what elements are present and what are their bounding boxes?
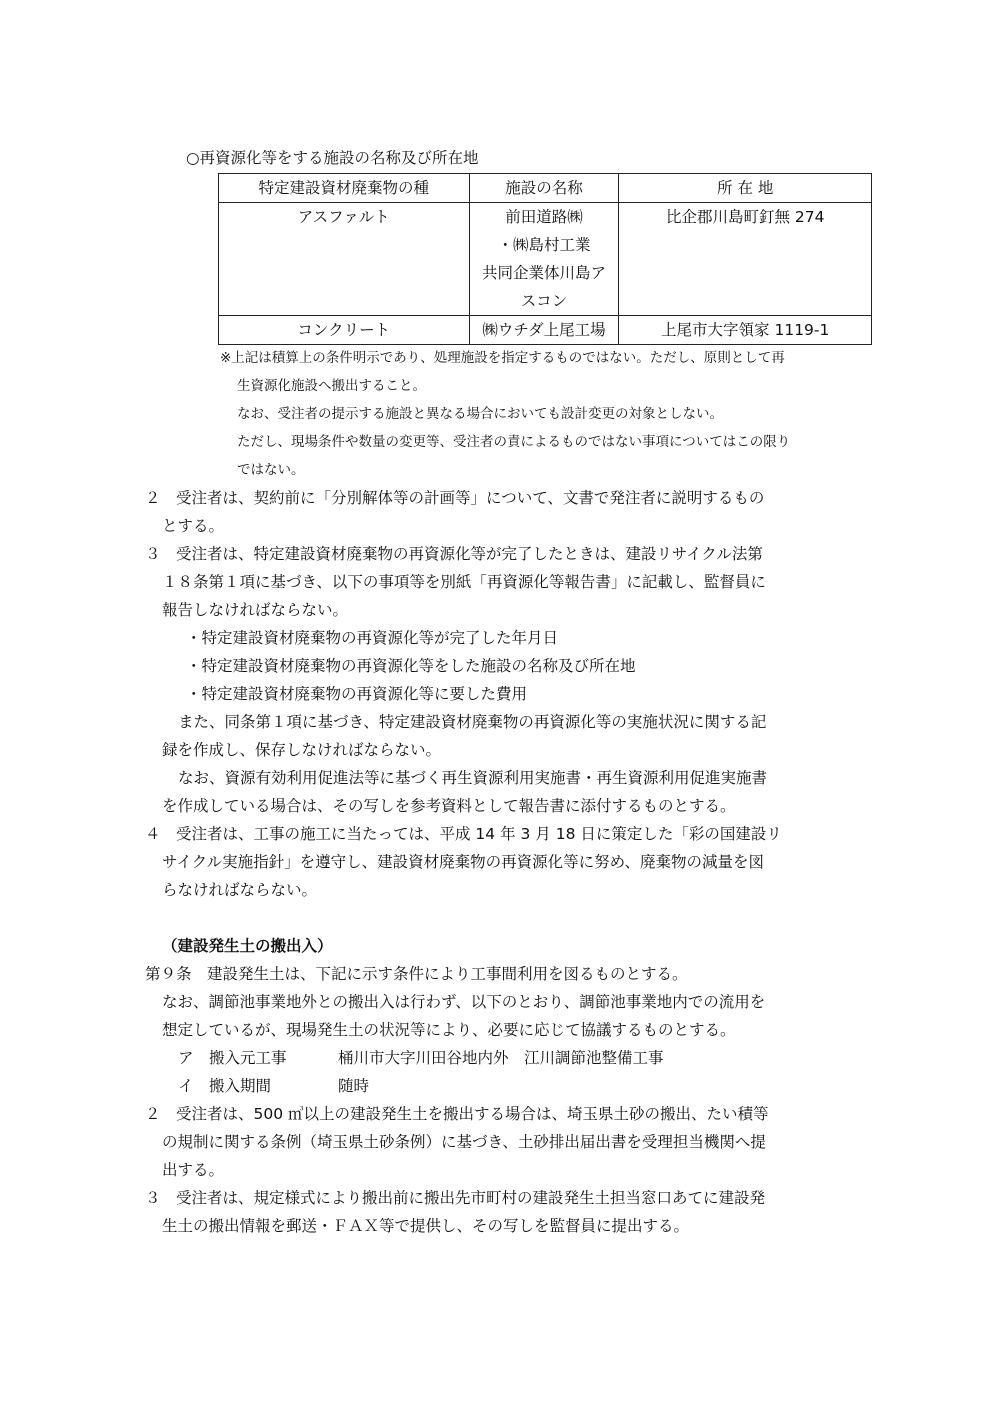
article-9-note-line: 想定しているが、現場発生土の状況等により、必要に応じて協議するものとする。: [162, 1021, 736, 1039]
paragraph-3-note-line: を作成している場合は、その写しを参考資料として報告書に添付するものとする。: [162, 797, 736, 815]
note-line: ※上記は積算上の条件明示であり、処理施設を指定するものではない。ただし、原則として再: [220, 350, 785, 366]
note-line: ただし、現場条件や数量の変更等、受注者の責によるものではない事項についてはこの限り: [237, 434, 791, 450]
facility-line: 共同企業体川島ア: [481, 264, 606, 282]
paragraph-3-also-line: 録を作成し、保存しなければならない。: [162, 741, 442, 759]
cell-facility: [469, 203, 619, 316]
paragraph-3-line: １８条第１項に基づき、以下の事項等を別紙「再資源化等報告書」に記載し、監督員に: [162, 573, 766, 591]
table-header-row: [219, 174, 872, 203]
facility-line: ㈱ウチダ上尾工場: [482, 321, 606, 339]
cell-location: 比企郡川島町釘無 274: [619, 203, 872, 316]
paragraph-3-line: 報告しなければならない。: [162, 601, 349, 619]
header-location: 所 在 地: [619, 174, 872, 203]
bullet-item: ・特定建設資材廃棄物の再資源化等に要した費用: [186, 685, 528, 703]
header-material: 特定建設資材廃棄物の種: [219, 174, 470, 203]
bullet-item: ・特定建設資材廃棄物の再資源化等をした施設の名称及び所在地: [186, 657, 636, 675]
note-line: なお、受注者の提示する施設と異なる場合においても設計変更の対象としない。: [237, 406, 723, 422]
table-row: [219, 316, 872, 345]
paragraph-4-line: サイクル実施指針」を遵守し、建設資材廃棄物の再資源化等に努め、廃棄物の減量を図: [162, 853, 765, 871]
item-key: ア 搬入元工事: [178, 1049, 287, 1067]
paragraph-4-line: ４ 受注者は、工事の施工に当たっては、平成 14 年 3 月 18 日に策定した「彩の国建設リ: [145, 825, 782, 843]
facility-line: 前田道路㈱: [505, 208, 583, 226]
article-9-title: 第９条 建設発生土は、下記に示す条件により工事間利用を図るものとする。: [145, 965, 688, 983]
facilities-table: [218, 173, 872, 345]
note-line: 生資源化施設へ搬出すること。: [237, 378, 426, 394]
article-9-para-2-line: ２ 受注者は、500 ㎥以上の建設発生土を搬出する場合は、埼玉県土砂の搬出、たい積等: [145, 1105, 769, 1123]
section-heading: ○再資源化等をする施設の名称及び所在地: [186, 149, 479, 167]
article-9-para-2-line: 出する。: [162, 1161, 225, 1179]
cell-facility: [469, 316, 619, 345]
item-value: 桶川市大字川田谷地内外 江川調節池整備工事: [338, 1049, 664, 1067]
bullet-item: ・特定建設資材廃棄物の再資源化等が完了した年月日: [186, 629, 559, 647]
item-key: イ 搬入期間: [178, 1077, 272, 1095]
paragraph-3-note-line: なお、資源有効利用促進法等に基づく再生資源利用実施書・再生資源利用促進実施書: [178, 769, 768, 787]
article-9-heading: （建設発生土の搬出入）: [162, 937, 333, 955]
article-9-note-line: なお、調節池事業地外との搬出入は行わず、以下のとおり、調節池事業地内での流用を: [162, 993, 766, 1011]
paragraph-2-line: とする。: [162, 517, 225, 535]
paragraph-2-line: ２ 受注者は、契約前に「分別解体等の計画等」について、文書で発注者に説明するもの: [145, 489, 765, 507]
header-facility: 施設の名称: [469, 174, 619, 203]
facility-line: ・㈱島村工業: [497, 236, 591, 254]
paragraph-3-line: ３ 受注者は、特定建設資材廃棄物の再資源化等が完了したときは、建設リサイクル法第: [145, 545, 763, 563]
article-9-para-3-line: 生土の搬出情報を郵送・ＦＡＸ等で提供し、その写しを監督員に提出する。: [162, 1217, 690, 1235]
article-9-para-3-line: ３ 受注者は、規定様式により搬出前に搬出先市町村の建設発生土担当窓口あてに建設発: [145, 1189, 766, 1207]
facility-line: スコン: [520, 292, 568, 310]
note-line: ではない。: [237, 462, 305, 478]
paragraph-4-line: らなければならない。: [162, 881, 318, 899]
item-value: 随時: [338, 1077, 370, 1095]
cell-material: アスファルト: [219, 203, 470, 316]
cell-location: 上尾市大字領家 1119-1: [619, 316, 872, 345]
paragraph-3-also-line: また、同条第１項に基づき、特定建設資材廃棄物の再資源化等の実施状況に関する記: [178, 713, 767, 731]
table-row: [219, 203, 872, 316]
article-9-para-2-line: の規制に関する条例（埼玉県土砂条例）に基づき、土砂排出届出書を受理担当機関へ提: [162, 1133, 766, 1151]
cell-material: コンクリート: [219, 316, 470, 345]
